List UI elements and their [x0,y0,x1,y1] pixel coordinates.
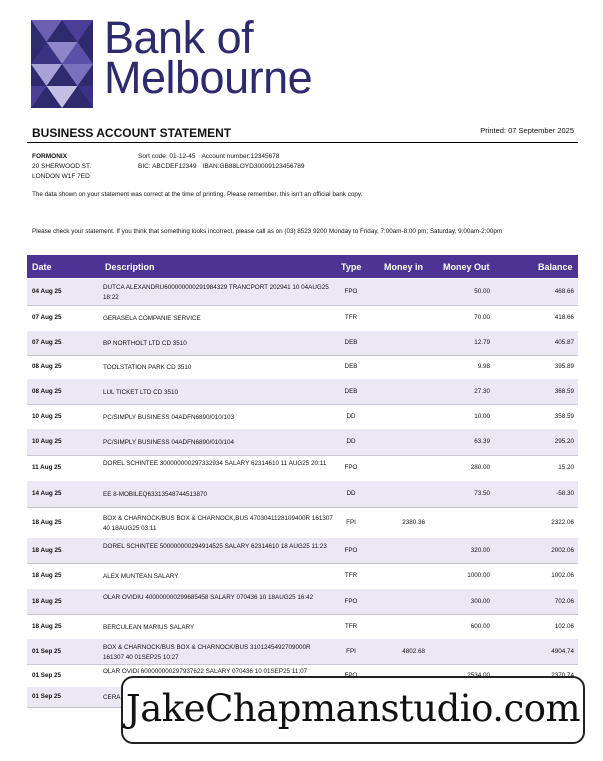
sort-code: Sort code: 01-12-45 [138,153,196,160]
row-type: FPO [344,288,358,295]
table-header [27,255,578,278]
table-row [27,331,578,356]
row-balance: 405.87 [554,339,574,346]
row-date: 18 Aug 25 [32,519,62,526]
row-date: 14 Aug 25 [32,490,62,497]
row-type: TFR [344,572,358,579]
statement-title: BUSINESS ACCOUNT STATEMENT [32,126,232,140]
address-line-1: 20 SHERWOOD ST. [32,163,92,170]
row-type: TFR [344,623,358,630]
disclaimer-note: The data shown on your statement was correct at the time of printing. Please remember, this isn't an official bank copy. [32,191,363,198]
table-row [27,355,578,380]
header-balance: Balance [538,262,573,272]
row-date: 18 Aug 25 [32,572,62,579]
row-balance: 2322.06 [551,519,574,526]
row-type: DD [346,490,356,497]
row-money-in: 4802.68 [402,648,425,655]
check-note: Please check your statement. If you think that something looks incorrect, please call as on (03) 8523 9200 Monday to Friday, 7:00am-8:00 pm; Saturday, 9:00am-2:00pm [32,228,503,235]
row-description: OLAR OVIDI 600000000297937622 SALARY 070436 10 01SEP25 11:07 [103,668,308,675]
row-money-out: 600.00 [470,623,490,630]
table-row [27,481,578,508]
row-date: 18 Aug 25 [32,598,62,605]
watermark-text: JakeChapmanstudio.com [125,687,581,730]
brand-line-2: Melbourne [104,52,313,103]
row-date: 01 Sep 25 [32,693,62,700]
account-number: Account number:12345678 [201,153,280,160]
row-balance: 295.20 [554,438,574,445]
bank-logo [31,20,93,108]
row-date: 08 Aug 25 [32,363,62,370]
row-money-out: 73.50 [474,490,490,497]
row-description: PC/SIMPLY BUSINESS 04ADFN6890/010/103 [103,414,235,421]
row-balance: 1002.06 [551,572,574,579]
row-money-out: 280.00 [470,464,490,471]
row-balance: 2002.06 [551,547,574,554]
row-type: DEB [344,339,358,346]
row-balance: 368.59 [554,388,574,395]
row-description: TOOLSTATION PARK CD 3510 [103,364,192,371]
row-type: DD [346,413,356,420]
row-money-out: 50.00 [474,288,490,295]
table-row [27,279,578,306]
row-description: GERASELA COMPANIE SERVICE [103,315,201,322]
header-type: Type [341,262,362,272]
table-row [27,563,578,590]
row-description: EE 8-MOBILEQ63313548744513870 [103,491,207,498]
row-date: 01 Sep 25 [32,672,62,679]
watermark-box [121,676,585,744]
row-description: BERCULEAN MARIUS SALARY [103,624,195,631]
row-date: 07 Aug 25 [32,339,62,346]
row-description: DOREL SCHINTEE 500000000294914525 SALARY 62314610 18 AUG25 11:23 [103,543,327,550]
row-description: BOX & CHARNOCK/BUS BOX & CHARNOCK,BUS 4703041128109400R 161307 40 18AUG25 03:11 [103,515,333,532]
row-date: 04 Aug 25 [32,288,62,295]
row-description: BP NORTHOLT LTD CD 3510 [103,340,187,347]
row-type: TFR [344,314,358,321]
row-date: 07 Aug 25 [32,314,62,321]
row-date: 01 Sep 25 [32,648,62,655]
row-type: DEB [344,388,358,395]
customer-address [32,152,91,182]
row-description: BOX & CHARNOCK/BUS BOX & CHARNOCK/BUS 3101245492709000R 161307 40 01SEP25 10:27 [103,644,311,661]
row-type: FPI [346,648,356,655]
customer-name: FORMONIX [32,153,68,160]
row-type: FPO [344,547,358,554]
table-row [27,404,578,430]
header-date: Date [32,262,52,272]
row-type: FPO [344,464,358,471]
row-money-out: 70.00 [474,314,490,321]
row-money-out: 10.00 [474,413,490,420]
brand-line-1: Bank of [104,12,254,63]
header-divider [27,142,578,143]
table-row [27,614,578,640]
header-money-in: Money in [384,262,424,272]
row-description: CERA [103,694,121,701]
address-line-2: LONDON W1F 7ED [32,173,90,180]
row-money-out: 320.00 [470,547,490,554]
header-money-out: Money Out [443,262,490,272]
row-date: 10 Aug 25 [32,438,62,445]
row-description: DUTCA ALEXANDRU600000000291984329 TRANCPORT 202941 10 04AUG25 18:22 [103,284,329,301]
row-money-out: 1000.00 [467,572,490,579]
row-balance: 468.66 [554,288,574,295]
row-description: ALEX MUNTEAN SALARY [103,573,179,580]
table-row [27,305,578,332]
table-row [27,507,578,539]
row-balance: 395.89 [554,363,574,370]
printed-date: Printed: 07 September 2025 [480,126,574,135]
table-row [27,538,578,564]
row-money-out: 12.79 [474,339,490,346]
row-description: PC/SIMPLY BUSINESS 04ADFN6890/010/104 [103,439,235,446]
row-date: 11 Aug 25 [32,464,62,471]
iban-code: IBAN:GB88LOYD30009123456789 [202,163,305,170]
row-description: DOREL SCHINTEE 300000000297332934 SALARY 62314610 11 AUG25 20:11 [103,460,327,467]
row-balance: 702.06 [554,598,574,605]
row-money-out: 9.98 [477,363,490,370]
row-description: LUL TICKET LTD CD 3510 [103,389,179,396]
row-money-in: 2380.36 [402,519,425,526]
row-balance: 358.59 [554,413,574,420]
row-money-out: 300.00 [470,598,490,605]
row-type: DEB [344,363,358,370]
table-row [27,379,578,405]
table-row [27,429,578,456]
row-type: DD [346,438,356,445]
bic-code: BIC: ABCDEF12349 [138,163,197,170]
account-details [138,152,310,172]
row-type: FPI [346,519,356,526]
row-description: OLAR OVIDIU 400000000299685458 SALARY 070436 10 18AUG25 16:42 [103,594,314,601]
row-date: 18 Aug 25 [32,623,62,630]
row-date: 18 Aug 25 [32,547,62,554]
table-row [27,589,578,615]
row-date: 10 Aug 25 [32,413,62,420]
row-balance: 418.66 [554,314,574,321]
row-date: 08 Aug 25 [32,388,62,395]
row-money-out: 27.30 [474,388,490,395]
table-row [27,455,578,482]
row-balance: 4904.74 [551,648,574,655]
row-balance: 102.06 [554,623,574,630]
header-description: Description [105,262,155,272]
table-row [27,639,578,665]
row-balance: -58.30 [556,490,574,497]
row-type: FPO [344,598,358,605]
row-balance: 15.20 [558,464,574,471]
row-money-out: 63.39 [474,438,490,445]
brand-name [104,12,313,103]
